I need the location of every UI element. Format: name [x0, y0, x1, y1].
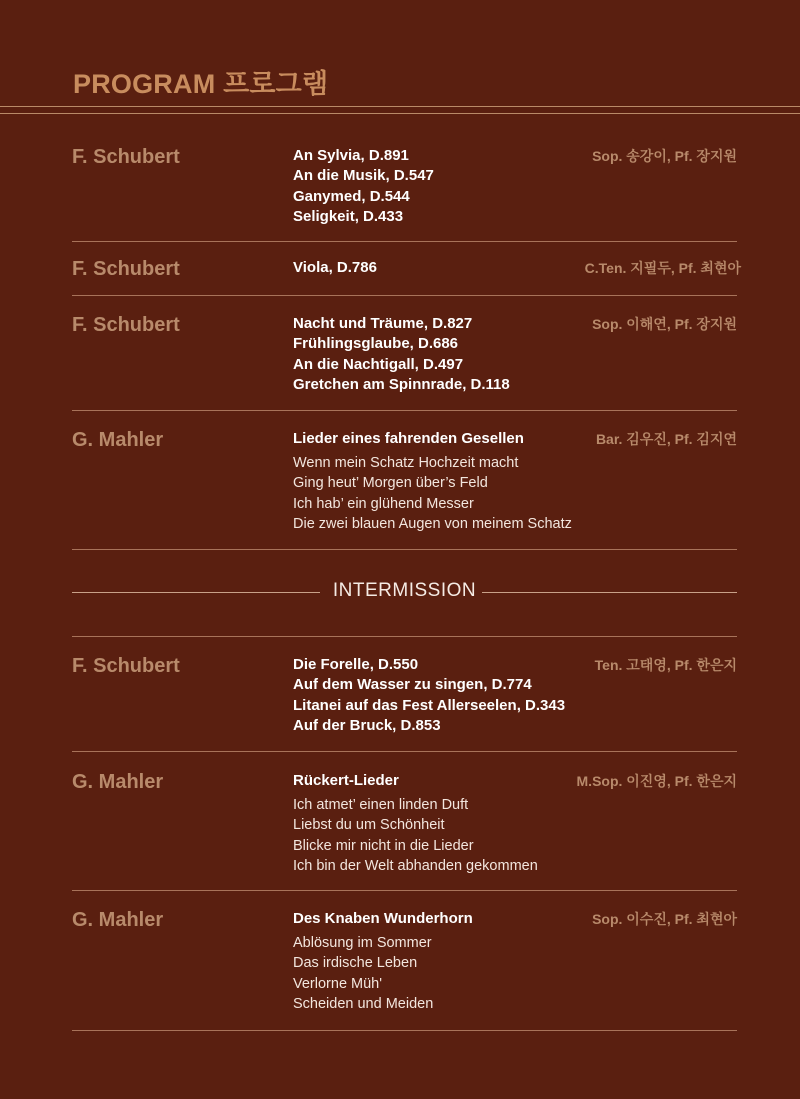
song-cycle-title: Lieder eines fahrenden Gesellen [293, 430, 524, 447]
work-title: Auf der Bruck, D.853 [293, 716, 441, 734]
page-title: PROGRAM 프로그램 [73, 69, 329, 99]
song-title: Wenn mein Schatz Hochzeit macht [293, 455, 519, 471]
composer-name: F. Schubert [72, 314, 180, 336]
performers: Sop. 송강이, Pf. 장지원 [592, 148, 737, 164]
song-title: Das irdische Leben [293, 955, 418, 972]
works-list [293, 146, 434, 227]
works-list [293, 771, 538, 876]
works-list [293, 909, 473, 1014]
song-title: Ablösung im Sommer [293, 935, 432, 951]
program-section [72, 655, 737, 752]
composer-name: F. Schubert [72, 655, 180, 677]
song-title: Scheiden und Meiden [293, 995, 434, 1012]
performers: Ten. 고태영, Pf. 한은지 [594, 657, 737, 673]
works-list [293, 258, 377, 278]
program-section [72, 909, 737, 1031]
song-cycle-title: Des Knaben Wunderhorn [293, 910, 473, 927]
work-title: Die Forelle, D.550 [293, 656, 419, 673]
work-title: Viola, D.786 [293, 259, 377, 276]
song-title: Ging heut’ Morgen über’s Feld [293, 475, 488, 492]
work-title: An die Nachtigall, D.497 [293, 355, 464, 373]
composer-name: F. Schubert [72, 258, 180, 280]
composer-name: G. Mahler [72, 909, 164, 931]
work-title: Ganymed, D.544 [293, 187, 410, 205]
work-title: Auf dem Wasser zu singen, D.774 [293, 676, 532, 694]
works-list [293, 429, 572, 534]
program-section [72, 258, 741, 296]
works-list [293, 655, 565, 736]
program-section [72, 146, 737, 242]
work-title: An Sylvia, D.891 [293, 147, 409, 164]
composer-name: F. Schubert [72, 146, 180, 168]
work-title: Seligkeit, D.433 [293, 207, 404, 225]
intermission-label: INTERMISSION [332, 580, 477, 601]
program-section [72, 314, 737, 411]
song-cycle-title: Rückert-Lieder [293, 772, 399, 789]
work-title: Nacht und Träume, D.827 [293, 315, 473, 332]
section-rule [72, 636, 737, 637]
composer-name: G. Mahler [72, 771, 164, 793]
intermission-divider [72, 578, 737, 608]
intermission-line-right [482, 592, 737, 593]
song-title: Verlorne Müh' [293, 975, 383, 992]
song-title: Ich bin der Welt abhanden gekommen [293, 857, 538, 874]
song-title: Blicke mir nicht in die Lieder [293, 837, 474, 854]
work-title: Litanei auf das Fest Allerseelen, D.343 [293, 696, 566, 714]
performers: C.Ten. 지필두, Pf. 최현아 [584, 260, 741, 276]
performers: M.Sop. 이진영, Pf. 한은지 [576, 773, 737, 789]
performers: Sop. 이해연, Pf. 장지원 [592, 316, 737, 332]
title-double-rule [0, 106, 800, 114]
performers: Sop. 이수진, Pf. 최현아 [592, 911, 737, 927]
song-title: Ich atmet’ einen linden Duft [293, 797, 469, 813]
performers: Bar. 김우진, Pf. 김지연 [595, 431, 737, 447]
program-section [72, 771, 737, 891]
work-title: An die Musik, D.547 [293, 167, 434, 185]
work-title: Frühlingsglaube, D.686 [293, 335, 459, 353]
song-title: Die zwei blauen Augen von meinem Schatz [293, 515, 572, 532]
song-title: Liebst du um Schönheit [293, 817, 445, 834]
works-list [293, 314, 510, 395]
work-title: Gretchen am Spinnrade, D.118 [293, 375, 510, 393]
composer-name: G. Mahler [72, 429, 164, 451]
song-title: Ich hab’ ein glühend Messer [293, 495, 474, 512]
program-section [72, 429, 737, 550]
